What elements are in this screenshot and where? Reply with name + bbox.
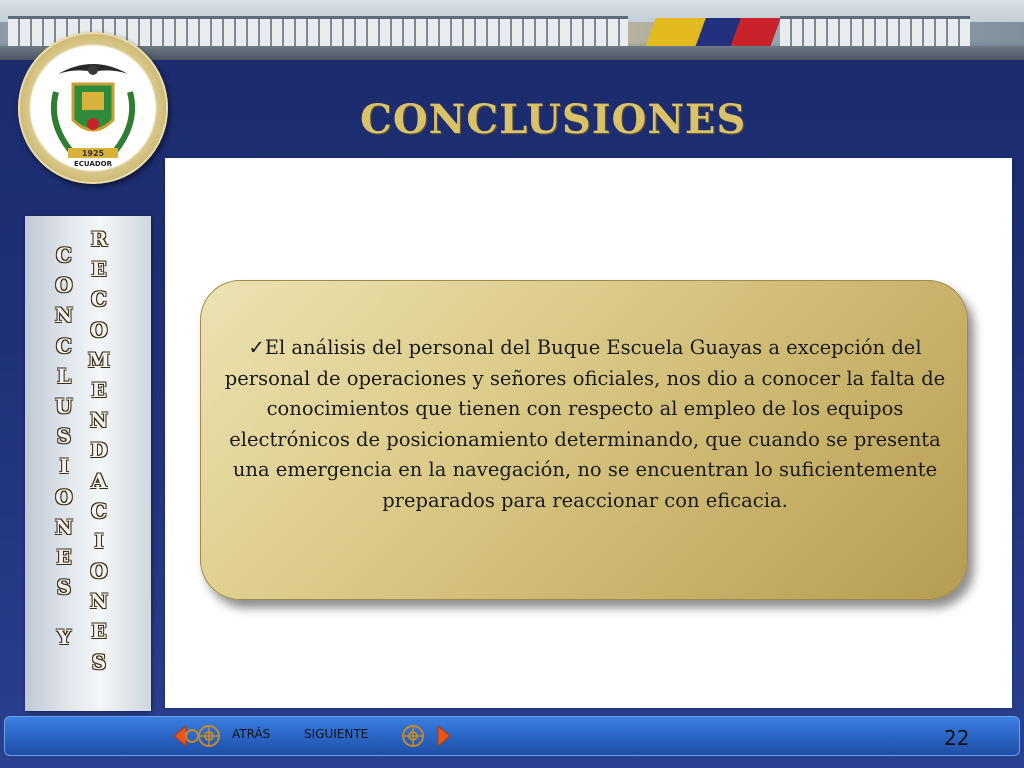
side-label-letter: Y	[56, 625, 72, 650]
side-label-letter: N	[89, 408, 109, 433]
side-label-letter: L	[56, 363, 72, 388]
side-label-letter: E	[91, 377, 107, 402]
side-label-letter: S	[56, 424, 72, 449]
next-link[interactable]: SIGUIENTE	[304, 727, 369, 741]
navy-emblem-logo	[18, 32, 168, 184]
side-label-letter: C	[56, 333, 72, 358]
slide-title: CONCLUSIONES	[360, 96, 747, 143]
conclusion-text: ✓El análisis del personal del Buque Escuela Guayas a excepción del personal de operaciones y señores oficiales, nos dio a conocer la falta de conocimientos que tienen con respecto al empleo de los equipos electrónicos de posicionamiento determinando, que cuando se presenta una emergencia en la navegación, no se encuentran lo suficientemente preparados para reaccionar con eficacia.	[224, 336, 946, 512]
side-label-letter: C	[91, 498, 107, 523]
next-wheel-icon[interactable]	[400, 723, 426, 749]
right-arrow-icon[interactable]	[426, 723, 452, 749]
back-link[interactable]: ATRÁS	[232, 727, 271, 741]
emblem-country: ECUADOR	[74, 160, 112, 168]
side-label-letter: C	[56, 243, 72, 267]
side-label-letter: E	[91, 257, 107, 282]
side-label-letter: I	[94, 528, 104, 553]
side-label-letter: R	[90, 227, 108, 251]
side-label-letter: N	[89, 589, 109, 614]
side-label-letter: O	[90, 317, 108, 342]
side-label-letter: N	[54, 303, 74, 328]
back-wheel-icon[interactable]	[196, 723, 222, 749]
side-label-letter: E	[91, 619, 107, 644]
left-arrow-icon[interactable]	[172, 723, 198, 749]
side-label-letter: N	[54, 514, 74, 539]
side-label-letter: M	[87, 347, 111, 372]
side-label-letter: O	[90, 559, 108, 584]
conclusion-callout-box	[200, 280, 968, 600]
slide-number: 22	[944, 726, 970, 750]
side-label-letter: S	[91, 649, 107, 674]
side-label-letter: U	[55, 393, 73, 418]
side-label-letter: A	[91, 468, 107, 493]
side-label-conclusiones-y	[51, 240, 77, 652]
side-label-letter: C	[91, 287, 107, 312]
side-label-letter: S	[56, 575, 72, 600]
side-label-letter: I	[59, 454, 69, 479]
side-label-letter: O	[55, 273, 73, 298]
side-label-letter: E	[56, 544, 72, 569]
side-section-label	[25, 216, 151, 711]
side-label-letter: D	[90, 438, 108, 463]
bottom-navigation-bar	[4, 716, 1020, 756]
side-label-recomendaciones	[86, 224, 112, 677]
side-label-letter: O	[55, 484, 73, 509]
emblem-year: 1925	[81, 149, 105, 158]
